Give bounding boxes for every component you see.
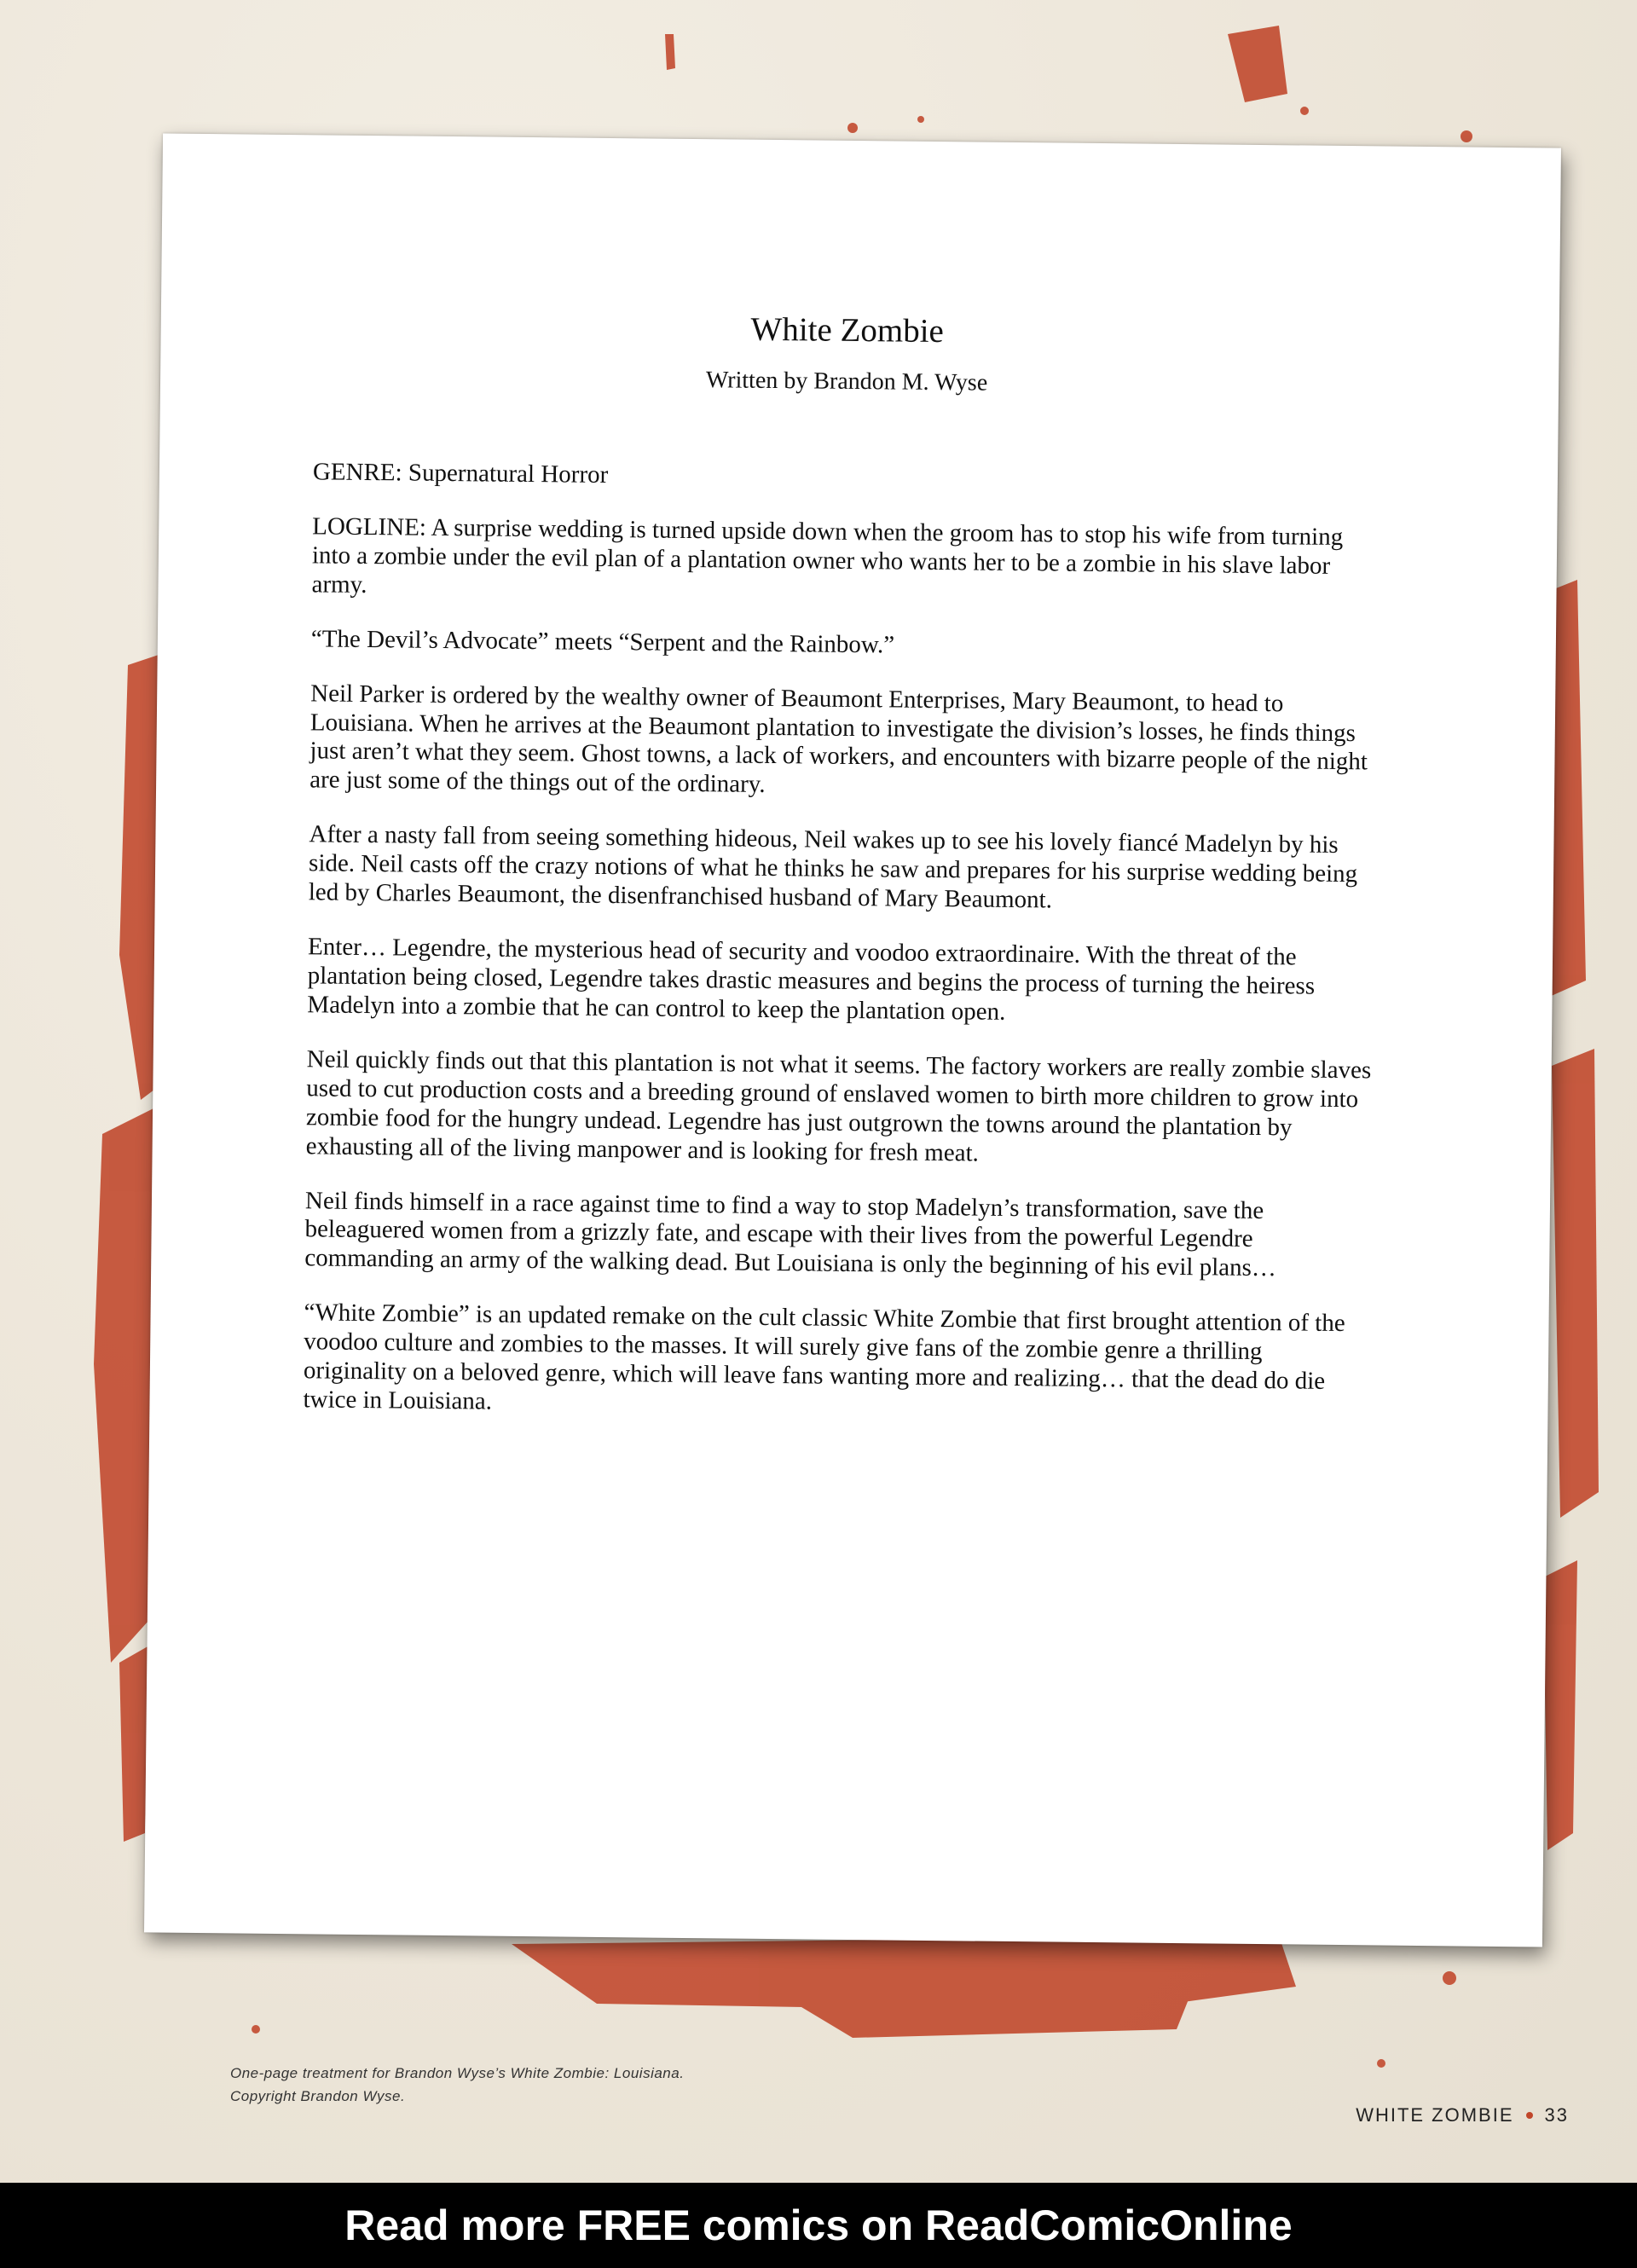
paragraph-comparison: “The Devil’s Advocate” meets “Serpent and the Rainbow.” [310,625,895,659]
footer-dot-icon [1526,2112,1533,2119]
image-caption [230,2062,684,2108]
caption-line-2: Copyright Brandon Wyse. [230,2088,406,2105]
paragraph-genre: GENRE: Supernatural Horror [312,458,609,489]
document-title: White Zombie [750,310,945,350]
treatment-body [303,305,1380,1451]
footer-page-number: 33 [1544,2104,1569,2126]
document-byline: Written by Brandon M. Wyse [705,367,988,396]
paragraph-synopsis-3: Enter… Legendre, the mysterious head of security and voodoo extraordinaire. With the threat of the plantation being closed, Legendre takes drastic measures and begins the process of turning the heiress Madelyn into a zombie that he can control to keep the plantation open. [307,933,1316,1026]
footer-book-title: WHITE ZOMBIE [1356,2104,1514,2126]
promo-banner-text[interactable]: Read more FREE comics on ReadComicOnline [344,2201,1293,2249]
paragraph-synopsis-2: After a nasty fall from seeing something hideous, Neil wakes up to see his lovely fiancé Madelyn by his side. Neil casts off the crazy notions of what he thinks he saw and prepares for his surprise wedding being led by Charles Beaumont, the disenfranchised husband of Mary Beaumont. [308,820,1358,914]
paragraph-logline: LOGLINE: A surprise wedding is turned upside down when the groom has to stop his wife from turning into a zombie under the evil plan of a plantation owner who wants her to be a zombie in his slave labor army. [311,512,1344,599]
paragraph-synopsis-5: Neil finds himself in a race against time to find a way to stop Madelyn’s transformation, save the beleaguered women from a grizzly fate, and escape with their lives from the powerful Legendre commanding an army of the walking dead. But Louisiana is only the beginning of his evil plans… [304,1186,1277,1282]
paragraph-synopsis-4: Neil quickly finds out that this plantation is not what it seems. The factory workers are really zombie slaves used to cut production costs and a breeding ground of enslaved women to birth more children to grow into zombie food for the hungry undead. Legendre has just outgrown the towns around the plantation by exhausting all of the living manpower and is looking for fresh meat. [305,1045,1372,1167]
caption-line-1: One-page treatment for Brandon Wyse’s White Zombie: Louisiana. [230,2065,685,2081]
paragraph-closing: “White Zombie” is an updated remake on the cult classic White Zombie that first brought attention of the voodoo culture and zombies to the masses. It will surely give fans of the zombie genre a thrilling originality on a beloved genre, which will leave fans wanting more and realizing… that the dead do die twice in Louisiana. [303,1299,1345,1415]
treatment-paper [144,133,1561,1947]
page-footer [1356,2104,1569,2126]
paragraph-synopsis-1: Neil Parker is ordered by the wealthy owner of Beaumont Enterprises, Mary Beaumont, to head to Louisiana. When he arrives at the Beaumont plantation to investigate the division’s losses, he finds things just aren’t what they seem. Ghost towns, a lack of workers, and encounters with bizarre people of the night are just some of the things out of the ordinary. [309,679,1368,799]
promo-banner[interactable] [0,2183,1637,2268]
